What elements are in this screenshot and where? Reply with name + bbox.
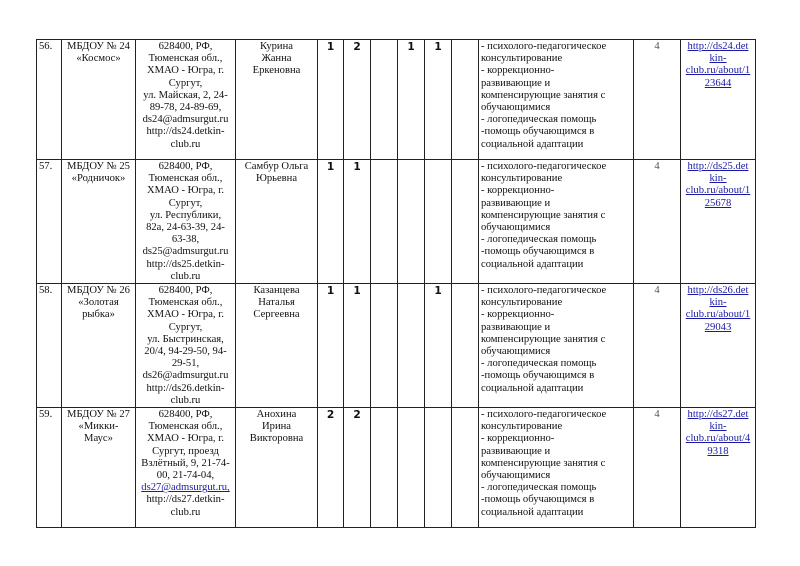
count-col-4 xyxy=(398,284,425,408)
website-link-part[interactable]: http://ds27.det xyxy=(687,409,749,421)
head-name-line: Жанна xyxy=(261,53,292,65)
count-col-1 xyxy=(318,284,344,408)
services-count xyxy=(634,40,681,160)
service-line: - коррекционно- xyxy=(481,433,555,445)
address-line: Тюменская обл., xyxy=(148,421,223,433)
address-line: 63-38, xyxy=(171,234,200,246)
service-line: компенсирующие занятия с xyxy=(481,89,606,101)
address-line: Тюменская обл., xyxy=(148,53,223,65)
website-cell xyxy=(681,160,756,284)
count-value: 2 xyxy=(326,409,335,422)
table-row xyxy=(37,284,756,408)
address-line: ХМАО - Югра, г. xyxy=(147,309,224,321)
address-line: ул. Майская, 2, 24- xyxy=(143,89,228,101)
service-line: обучающимися xyxy=(481,346,551,358)
count-col-5 xyxy=(425,40,452,160)
head-name-line: Наталья xyxy=(258,297,295,309)
row-number-text: 56. xyxy=(39,41,53,52)
row-number-text: 59. xyxy=(39,409,53,421)
service-line: социальной адаптации xyxy=(481,138,584,150)
count-col-3 xyxy=(371,160,398,284)
institution-name xyxy=(62,40,136,160)
address-line: club.ru xyxy=(170,138,201,150)
service-line: - логопедическая помощь xyxy=(481,358,597,370)
count-value: 1 xyxy=(434,285,442,298)
row-number xyxy=(37,160,62,284)
address-line: ХМАО - Югра, г. xyxy=(147,185,224,197)
address-line: Тюменская обл., xyxy=(148,297,223,309)
website-link-part[interactable]: http://ds26.det xyxy=(687,285,749,297)
services-count-value: 4 xyxy=(654,285,660,297)
address-line: club.ru xyxy=(170,506,201,518)
service-line: развивающие и xyxy=(481,445,551,457)
email-link[interactable]: ds27@admsurgut.ru, xyxy=(141,482,230,494)
service-line: консультирование xyxy=(481,421,563,433)
head-name-line: Викторовна xyxy=(249,433,304,445)
service-line: - коррекционно- xyxy=(481,65,555,77)
count-col-3 xyxy=(371,284,398,408)
table-row xyxy=(37,160,756,284)
count-col-6 xyxy=(452,408,479,528)
service-line: -помощь обучающимся в xyxy=(481,494,595,506)
website-link-part[interactable]: club.ru/about/1 xyxy=(685,185,751,197)
count-value: 2 xyxy=(353,409,361,422)
email-text: ds25@admsurgut.ru xyxy=(142,246,229,258)
website-link-part[interactable]: 9318 xyxy=(707,445,729,457)
address-line: http://ds24.detkin- xyxy=(146,126,225,138)
count-value: 1 xyxy=(407,41,415,53)
website-cell xyxy=(681,408,756,528)
service-line: - коррекционно- xyxy=(481,185,555,197)
table-row xyxy=(37,408,756,528)
service-line: - психолого-педагогическое xyxy=(481,41,607,52)
website-cell xyxy=(681,284,756,408)
website-link-part[interactable]: kin- xyxy=(709,173,727,185)
count-col-3 xyxy=(371,40,398,160)
institution-name-line: «Родничок» xyxy=(71,173,126,185)
address-line: http://ds27.detkin- xyxy=(146,494,225,506)
address-line: 628400, РФ, xyxy=(158,161,213,172)
address-line: http://ds25.detkin- xyxy=(146,258,225,270)
service-line: развивающие и xyxy=(481,77,551,89)
address-line: Сургут, xyxy=(168,77,203,89)
service-line: социальной адаптации xyxy=(481,506,584,518)
service-line: - логопедическая помощь xyxy=(481,234,597,246)
service-line: обучающимися xyxy=(481,470,551,482)
website-link-part[interactable]: http://ds25.det xyxy=(687,161,749,172)
address-line: Сургут, xyxy=(168,197,203,209)
count-col-4 xyxy=(398,40,425,160)
address-line: club.ru xyxy=(170,270,201,282)
row-number xyxy=(37,284,62,408)
service-line: компенсирующие занятия с xyxy=(481,457,606,469)
count-col-2 xyxy=(344,284,371,408)
institution-name-line: «Микки- xyxy=(78,421,119,433)
head-name-line: Ирина xyxy=(262,421,291,433)
head-name-line: Юрьевна xyxy=(255,173,298,185)
address-line: club.ru xyxy=(170,394,201,406)
address-line: Сургут, проезд xyxy=(152,445,219,457)
service-line: консультирование xyxy=(481,297,563,309)
address-line: Тюменская обл., xyxy=(148,173,223,185)
institution-address xyxy=(136,284,236,408)
count-col-2 xyxy=(344,408,371,528)
address-line: 628400, РФ, xyxy=(158,409,213,421)
head-name-line: Самбур Ольга xyxy=(244,161,309,172)
address-line: 82а, 24-63-39, 24- xyxy=(146,222,225,234)
email-text: ds24@admsurgut.ru xyxy=(142,114,229,126)
service-line: консультирование xyxy=(481,173,563,185)
row-number-text: 57. xyxy=(39,161,53,172)
institutions-table xyxy=(36,39,756,528)
count-col-5 xyxy=(425,284,452,408)
website-link-part[interactable]: http://ds24.det xyxy=(687,41,749,52)
website-link[interactable] xyxy=(683,409,753,458)
service-line: социальной адаптации xyxy=(481,382,584,394)
service-line: -помощь обучающимся в xyxy=(481,370,595,382)
institution-name xyxy=(62,408,136,528)
services-count xyxy=(634,408,681,528)
institution-address xyxy=(136,160,236,284)
services-list xyxy=(479,160,634,284)
count-col-4 xyxy=(398,408,425,528)
service-line: развивающие и xyxy=(481,321,551,333)
website-link-part[interactable]: kin- xyxy=(709,297,727,309)
count-value: 1 xyxy=(326,285,335,298)
row-number xyxy=(37,408,62,528)
service-line: - психолого-педагогическое xyxy=(481,285,607,297)
head-name-line: Еркеновна xyxy=(252,65,301,77)
head-name-line: Курина xyxy=(260,41,293,52)
address-line: ХМАО - Югра, г. xyxy=(147,433,224,445)
service-line: обучающимися xyxy=(481,102,551,114)
website-link-part[interactable]: kin- xyxy=(709,53,727,65)
count-col-2 xyxy=(344,40,371,160)
address-line: Взлётный, 9, 21-74- xyxy=(141,457,230,469)
count-value: 1 xyxy=(353,161,361,173)
institution-name-line: Маус» xyxy=(84,433,113,445)
count-value: 2 xyxy=(353,41,361,53)
head-name xyxy=(236,160,318,284)
service-line: - логопедическая помощь xyxy=(481,482,597,494)
head-name-line: Казанцева xyxy=(253,285,300,297)
institution-name-line: рыбка» xyxy=(82,309,115,321)
service-line: - коррекционно- xyxy=(481,309,555,321)
count-value: 1 xyxy=(326,161,335,173)
institution-name-line: МБДОУ № 25 xyxy=(67,161,130,172)
institution-name-line: МБДОУ № 24 xyxy=(67,41,130,52)
services-count-value: 4 xyxy=(654,409,660,421)
address-line: ул. Быстринская, xyxy=(147,333,224,345)
count-col-1 xyxy=(318,160,344,284)
count-value: 1 xyxy=(326,41,335,53)
head-name xyxy=(236,40,318,160)
service-line: -помощь обучающимся в xyxy=(481,126,595,138)
website-link-part[interactable]: club.ru/about/4 xyxy=(685,433,751,445)
address-line: 628400, РФ, xyxy=(158,41,213,52)
service-line: - психолого-педагогическое xyxy=(481,161,607,172)
count-col-6 xyxy=(452,284,479,408)
service-line: -помощь обучающимся в xyxy=(481,246,595,258)
institution-name xyxy=(62,160,136,284)
institution-address xyxy=(136,408,236,528)
count-col-2 xyxy=(344,160,371,284)
service-line: социальной адаптации xyxy=(481,258,584,270)
email-text: ds26@admsurgut.ru xyxy=(142,370,229,382)
address-line: ХМАО - Югра, г. xyxy=(147,65,224,77)
address-line: ул. Республики, xyxy=(149,209,222,221)
services-list xyxy=(479,40,634,160)
service-line: консультирование xyxy=(481,53,563,65)
services-count xyxy=(634,160,681,284)
services-count-value: 4 xyxy=(654,161,660,172)
website-link-part[interactable]: club.ru/about/1 xyxy=(685,65,751,77)
services-count-value: 4 xyxy=(654,41,660,52)
count-col-3 xyxy=(371,408,398,528)
service-line: компенсирующие занятия с xyxy=(481,333,606,345)
institution-name-line: «Золотая xyxy=(78,297,119,309)
head-name xyxy=(236,408,318,528)
website-link[interactable] xyxy=(683,41,753,90)
address-line: 29-51, xyxy=(171,358,200,370)
head-name xyxy=(236,284,318,408)
institution-name xyxy=(62,284,136,408)
service-line: - логопедическая помощь xyxy=(481,114,597,126)
count-col-6 xyxy=(452,40,479,160)
institution-name-line: «Космос» xyxy=(76,53,121,65)
table-body xyxy=(37,40,756,528)
count-value: 1 xyxy=(434,41,442,53)
count-col-4 xyxy=(398,160,425,284)
head-name-line: Сергеевна xyxy=(253,309,300,321)
head-name-line: Анохина xyxy=(256,409,297,421)
institution-name-line: МБДОУ № 27 xyxy=(67,409,130,421)
website-link-part[interactable]: club.ru/about/1 xyxy=(685,309,751,321)
count-col-1 xyxy=(318,40,344,160)
row-number-text: 58. xyxy=(39,285,53,297)
website-link-part[interactable]: 25678 xyxy=(704,197,732,209)
count-value: 1 xyxy=(353,285,361,298)
count-col-6 xyxy=(452,160,479,284)
address-line: http://ds26.detkin- xyxy=(146,382,225,394)
website-link[interactable] xyxy=(683,161,753,210)
address-line: Сургут, xyxy=(168,321,203,333)
address-line: 00, 21-74-04, xyxy=(156,470,215,482)
address-line: 20/4, 94-29-50, 94- xyxy=(144,346,227,358)
institution-name-line: МБДОУ № 26 xyxy=(67,285,130,297)
count-col-1 xyxy=(318,408,344,528)
service-line: развивающие и xyxy=(481,197,551,209)
count-col-5 xyxy=(425,160,452,284)
row-number xyxy=(37,40,62,160)
services-list xyxy=(479,284,634,408)
website-link-part[interactable]: 23644 xyxy=(704,77,732,89)
institution-address xyxy=(136,40,236,160)
service-line: компенсирующие занятия с xyxy=(481,209,606,221)
count-col-5 xyxy=(425,408,452,528)
website-cell xyxy=(681,40,756,160)
address-line: 628400, РФ, xyxy=(158,285,213,297)
website-link-part[interactable]: 29043 xyxy=(704,321,732,333)
service-line: - психолого-педагогическое xyxy=(481,409,607,421)
table-row xyxy=(37,40,756,160)
services-list xyxy=(479,408,634,528)
services-count xyxy=(634,284,681,408)
address-line: 89-78, 24-89-69, xyxy=(149,102,222,114)
website-link-part[interactable]: kin- xyxy=(709,421,727,433)
service-line: обучающимися xyxy=(481,222,551,234)
website-link[interactable] xyxy=(683,285,753,334)
